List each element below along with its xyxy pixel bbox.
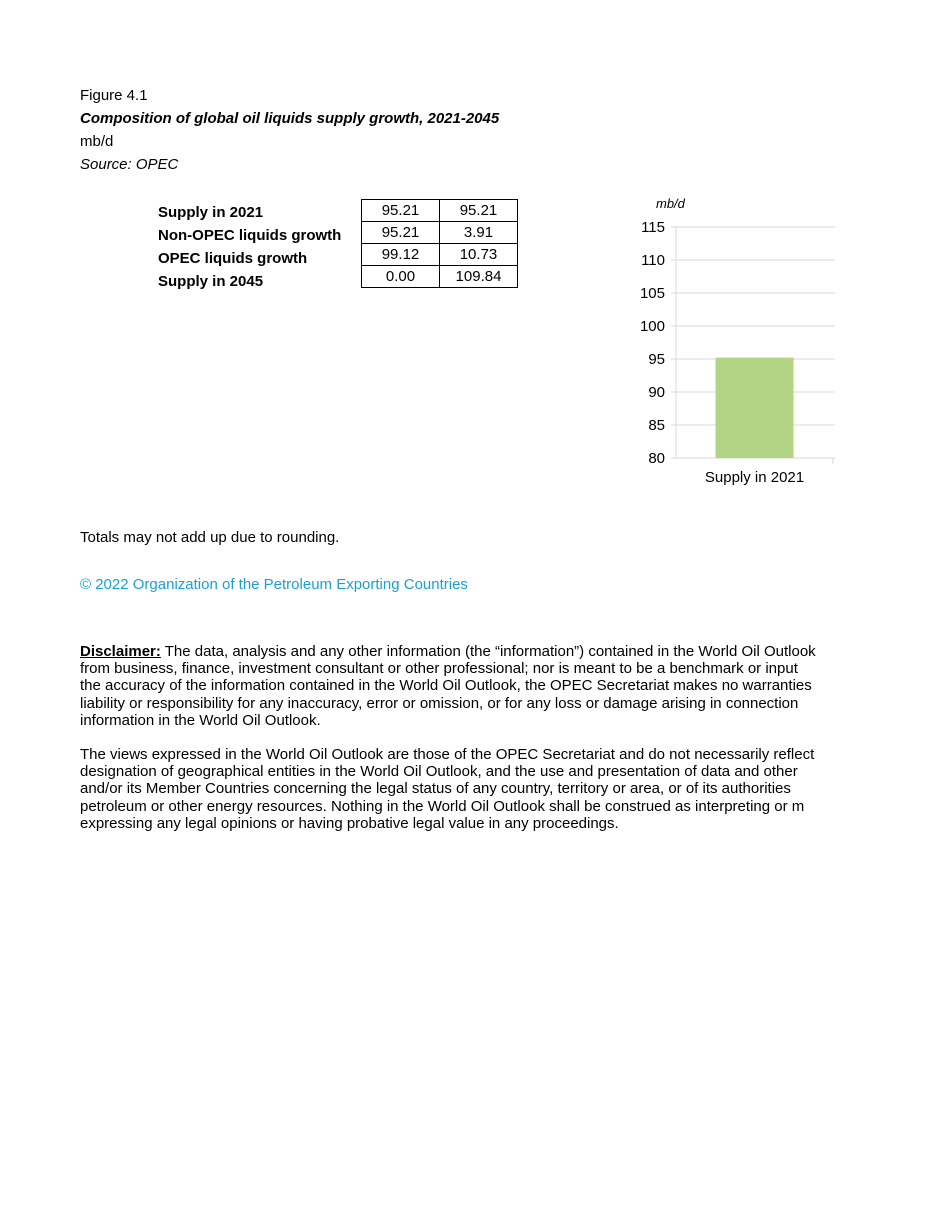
y-tick-label: 115 (641, 219, 665, 236)
disclaimer-line: liability or responsibility for any inaccuracy, error or omission, or for any loss or damage arising in connection (80, 694, 799, 712)
y-tick-label: 85 (648, 417, 665, 434)
chart-svg (620, 190, 835, 500)
figure-source: Source: OPEC (80, 156, 179, 173)
table-cell: 109.84 (440, 266, 518, 288)
disclaimer-line: and/or its Member Countries concerning the legal status of any country, territory or area, or of its authorities (80, 780, 791, 798)
x-tick-label: Supply in 2021 (704, 469, 805, 486)
disclaimer-line: petroleum or other energy resources. Nothing in the World Oil Outlook shall be construed as interpreting or m (80, 797, 805, 815)
table-row (362, 200, 518, 222)
figure-unit: mb/d (80, 133, 114, 150)
y-tick-label: 100 (639, 318, 665, 335)
y-tick-label: 110 (641, 252, 665, 269)
table-cell: 10.73 (440, 244, 518, 266)
table-row (362, 244, 518, 266)
disclaimer-line: expressing any legal opinions or having probative legal value in any proceedings. (80, 814, 619, 832)
y-axis-title: mb/d (656, 196, 685, 211)
table-row-label: Supply in 2021 (158, 204, 264, 221)
bar-chart (620, 190, 835, 500)
figure-title: Composition of global oil liquids supply growth, 2021-2045 (80, 110, 500, 127)
disclaimer-heading: Disclaimer: (80, 643, 161, 660)
table-row-label: Supply in 2045 (158, 273, 264, 290)
disclaimer-line: The views expressed in the World Oil Outlook are those of the OPEC Secretariat and do not necessarily reflect (80, 746, 815, 764)
disclaimer-text: The data, analysis and any other information (the “information”) contained in the World Oil Outlook (160, 643, 816, 660)
table-cell: 99.12 (362, 244, 440, 266)
disclaimer (80, 643, 835, 832)
disclaimer-line (80, 643, 835, 660)
table-cell: 95.21 (440, 200, 518, 222)
y-tick-label: 105 (639, 285, 665, 302)
table-row (362, 222, 518, 244)
table-cell: 95.21 (362, 200, 440, 222)
disclaimer-line: designation of geographical entities in the World Oil Outlook, and the use and presentation of data and other (80, 763, 798, 781)
values-table (361, 199, 518, 288)
disclaimer-line: information in the World Oil Outlook. (80, 711, 321, 729)
y-tick-label: 95 (648, 351, 665, 368)
y-tick-label: 80 (648, 450, 665, 467)
table-cell: 3.91 (440, 222, 518, 244)
table-cell: 95.21 (362, 222, 440, 244)
bar (716, 358, 794, 458)
table-row-label: Non-OPEC liquids growth (158, 227, 342, 244)
disclaimer-line: from business, finance, investment consultant or other professional; nor is meant to be a benchmark or input (80, 660, 798, 678)
y-tick-label: 90 (648, 384, 665, 401)
table-row-label: OPEC liquids growth (158, 250, 308, 267)
rounding-note: Totals may not add up due to rounding. (80, 529, 340, 546)
disclaimer-line: the accuracy of the information contained in the World Oil Outlook, the OPEC Secretariat makes no warranties (80, 677, 812, 695)
table-row (362, 266, 518, 288)
figure-label: Figure 4.1 (80, 87, 148, 104)
copyright-notice: © 2022 Organization of the Petroleum Exporting Countries (80, 576, 468, 593)
table-cell: 0.00 (362, 266, 440, 288)
